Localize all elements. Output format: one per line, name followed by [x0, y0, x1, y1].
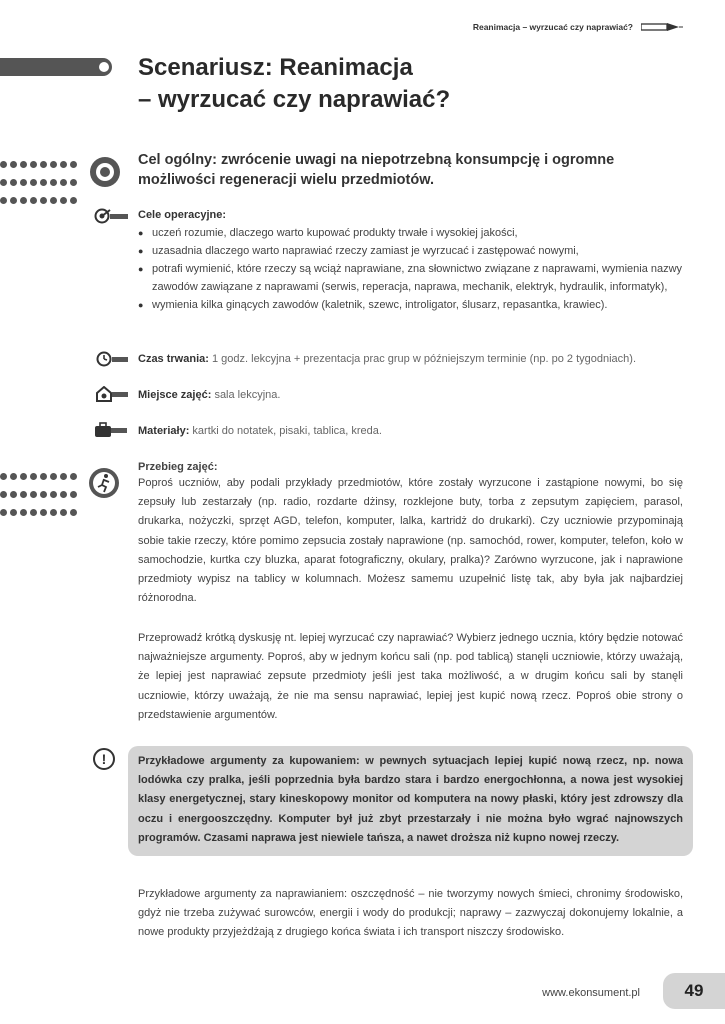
place-row [138, 386, 683, 404]
title-bar-dot [99, 62, 109, 72]
materials-value: kartki do notatek, pisaki, tablica, kreda. [192, 425, 382, 437]
list-item: ● potrafi wymienić, które rzeczy są wciąż naprawiane, zna słownictwo związane z naprawami, wymienia nazwy zawodów zawiązane z naprawami (serwis, reperacja, naprawa, mechanik, elektryk, hydraulik, informatyk), [138, 260, 683, 296]
duration-label: Czas trwania: [138, 353, 209, 365]
footer-url: www.ekonsument.pl [542, 987, 640, 999]
operational-goals [138, 206, 683, 314]
materials-label: Materiały: [138, 425, 190, 437]
materials-row [138, 422, 683, 440]
place-value: sala lekcyjna. [214, 389, 281, 401]
course-label: Przebieg zajęć: [138, 461, 218, 473]
general-goal: Cel ogólny: zwrócenie uwagi na niepotrzebną konsumpcję i ogromne możliwości regeneracji wielu przedmiotów. [138, 152, 615, 188]
briefcase-icon [94, 422, 128, 438]
list-item: ● wymienia kilka ginących zawodów (kaletnik, szewc, introligator, ślusarz, repasantka, krawiec). [138, 296, 683, 314]
pen-icon [641, 20, 683, 34]
page-number: 49 [663, 973, 725, 1009]
course-paragraph-2: Przeprowadź krótką dyskusję nt. lepiej wyrzucać czy naprawiać? Wybierz jednego ucznia, który będzie notować najważniejsze argumenty. Poproś, aby w jednym końcu sali (np. pod tablicą) stanęli uczniowie, którzy uważają, że lepiej jest naprawiać zepsute przedmioty jeśli jest taka możliwość, a w drugim końcu sali by stanęli uczniowie, którzy uważają, że nie ma sensu naprawiać, lepiej jest kupić nową rzecz. Poproś obie strony o przedstawienie argumentów. [138, 632, 683, 721]
title-bar-decoration [0, 58, 112, 76]
repair-arguments: Przykładowe argumenty za naprawianiem: oszczędność – nie tworzymy nowych śmieci, chronimy środowisko, gdyż nie trzeba zużywać surowców, energii i wody do produkcji; naprawy – zazwyczaj dokonujemy lokalnie, a nowe produkty przyjeżdżają z drugiego końca świata i ich transport niszczy środowisko. [138, 888, 683, 939]
page-title [138, 52, 450, 116]
duration-value: 1 godz. lekcyjna + prezentacja prac grup w późniejszym terminie (np. po 2 tygodniach). [211, 353, 637, 365]
note-text: Przykładowe argumenty za kupowaniem: w pewnych sytuacjach lepiej kupić nową rzecz, np. nowa lodówka czy pralka, jeśli poprzednia była bardzo stara i bardzo energochłonna, a nowa jest wysokiej klasy energetycznej, stary kineskopowy monitor od komputera na nowy płaski, który jest zdrowszy dla oczu i energooszczędny. Komputer był już zbyt przestarzały i nie można było wgrać najnowszych programów. Czasami naprawa jest niewiele tańsza, a nawet droższa niż kupno nowej rzeczy. [138, 755, 683, 844]
title-line-2: – wyrzucać czy naprawiać? [138, 86, 451, 113]
clock-icon [96, 351, 130, 367]
list-item: ● uzasadnia dlaczego warto naprawiać rzeczy zamiast je wyrzucać i zastępować nowymi, [138, 242, 683, 260]
target-icon [90, 157, 120, 187]
operational-goals-label: Cele operacyjne: [138, 209, 227, 221]
running-header: Reanimacja – wyrzucać czy naprawiać? [472, 22, 633, 32]
list-item: ● uczeń rozumie, dlaczego warto kupować produkty trwałe i wysokiej jakości, [138, 224, 683, 242]
dots-decoration [0, 158, 92, 212]
target-arrow-icon [94, 208, 128, 224]
exclamation-icon: ! [93, 748, 115, 770]
course-paragraph-1: Poproś uczniów, aby podali przykłady przedmiotów, które zostały wyrzucone i zastąpione nowymi, bo się zepsuły lub zestarzały (np. radio, rozdarte dżinsy, rozklejone buty, torba z zepsutym zapięciem, parasol, drukarka, nożyczki, sprzęt AGD, telefon, komputer, lalka, kartridż do drukarki). Czy uczniowie przypominają sobie takie rzeczy, które pomimo zepsucia zostały naprawione (np. samochód, rower, komputer, telefon, koło w samochodzie, kurtka czy bluzka, aparat fotograficzny, okulary, pralka)? Zarówno wyrzucone, jak i naprawione przedmioty wypisz na tablicy w kolumnach. Możesz samemu uzupełnić listę tak, aby była jak najbardziej różnorodna. [138, 477, 683, 605]
duration-row [138, 350, 683, 368]
house-icon [96, 386, 130, 402]
title-line-1: Scenariusz: Reanimacja [138, 54, 413, 81]
operational-goals-list [138, 224, 683, 314]
dots-decoration [0, 470, 92, 524]
running-person-icon [88, 467, 120, 499]
place-label: Miejsce zajęć: [138, 389, 212, 401]
